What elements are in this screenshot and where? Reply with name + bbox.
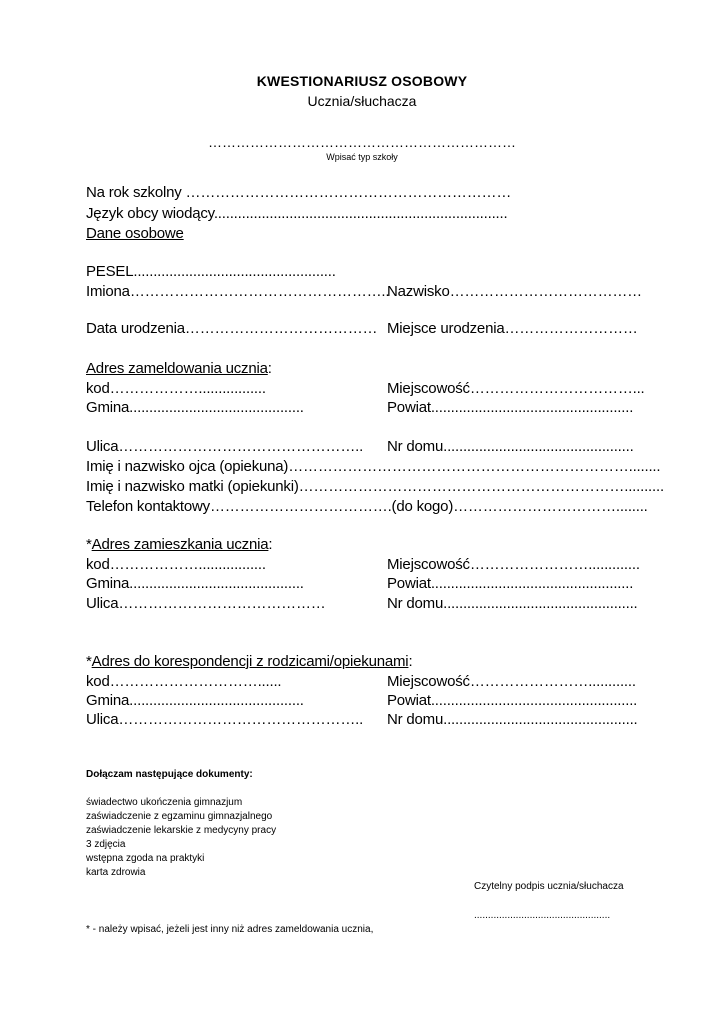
documents-heading: Dołączam następujące dokumenty: bbox=[86, 769, 253, 780]
signature-label: Czytelny podpis ucznia/słuchacza bbox=[474, 881, 624, 892]
document-item: świadectwo ukończenia gimnazjum bbox=[86, 797, 243, 808]
registered-house-no-field[interactable]: Nr domu................................................ bbox=[387, 438, 634, 455]
correspondence-address-heading-text: Adres do korespondencji z rodzicami/opiekunami bbox=[91, 653, 409, 670]
residence-municipality-field[interactable]: Gmina............................................ bbox=[86, 575, 304, 592]
residence-address-heading bbox=[86, 536, 272, 553]
correspondence-asterisk: * bbox=[86, 653, 92, 670]
registered-address-heading-colon: : bbox=[267, 360, 272, 377]
residence-street-field[interactable]: Ulica…………………………………… bbox=[86, 595, 326, 612]
personal-data-heading: Dane osobowe bbox=[86, 225, 184, 242]
father-name-field[interactable]: Imię i nazwisko ojca (opiekuna)……………………………………………………………........ bbox=[86, 458, 661, 475]
registered-postal-code-field[interactable]: kod………………................. bbox=[86, 380, 266, 397]
surname-field[interactable]: Nazwisko………………………………… bbox=[387, 283, 642, 300]
school-type-field[interactable]: ………………………………………………………… bbox=[208, 134, 516, 150]
correspondence-city-field[interactable]: Miejscowość……………………............ bbox=[387, 673, 636, 690]
signature-field[interactable]: ................................................. bbox=[474, 910, 611, 921]
registered-municipality-field[interactable]: Gmina............................................ bbox=[86, 399, 304, 416]
residence-address-heading-colon: : bbox=[268, 536, 273, 553]
footnote: * - należy wpisać, jeżeli jest inny niż adres zameldowania ucznia, bbox=[86, 924, 374, 935]
residence-postal-code-field[interactable]: kod………………................. bbox=[86, 556, 266, 573]
document-item: 3 zdjęcia bbox=[86, 839, 126, 850]
residence-address-heading-text: Adres zamieszkania ucznia bbox=[91, 536, 269, 553]
mother-name-field[interactable]: Imię i nazwisko matki (opiekunki)………………………………………………………….......... bbox=[86, 478, 664, 495]
registered-address-heading bbox=[86, 360, 272, 377]
pesel-field[interactable]: PESEL................................................... bbox=[86, 263, 336, 280]
contact-phone-field[interactable]: Telefon kontaktowy……………………………….(do kogo)……………………………........ bbox=[86, 498, 648, 515]
residence-asterisk: * bbox=[86, 536, 92, 553]
registered-county-field[interactable]: Powiat................................................... bbox=[387, 399, 634, 416]
foreign-language-field[interactable]: Język obcy wiodący.......................................................................... bbox=[86, 205, 508, 222]
first-names-field[interactable]: Imiona…………………………………………….. bbox=[86, 283, 390, 300]
document-item: zaświadczenie lekarskie z medycyny pracy bbox=[86, 825, 277, 836]
registered-street-field[interactable]: Ulica………………………………………….. bbox=[86, 438, 364, 455]
residence-house-no-field[interactable]: Nr domu................................................. bbox=[387, 595, 638, 612]
form-title: KWESTIONARIUSZ OSOBOWY bbox=[256, 73, 468, 89]
document-item: zaświadczenie z egzaminu gimnazjalnego bbox=[86, 811, 273, 822]
correspondence-postal-code-field[interactable]: kod…………………………...... bbox=[86, 673, 282, 690]
registered-city-field[interactable]: Miejscowość……………………………... bbox=[387, 380, 645, 397]
correspondence-street-field[interactable]: Ulica………………………………………….. bbox=[86, 711, 364, 728]
birth-date-field[interactable]: Data urodzenia………………………………… bbox=[86, 320, 378, 337]
school-year-field[interactable]: Na rok szkolny ………………………………………………………… bbox=[86, 184, 512, 201]
residence-county-field[interactable]: Powiat................................................... bbox=[387, 575, 634, 592]
school-type-hint: Wpisać typ szkoły bbox=[326, 152, 398, 162]
form-subtitle: Ucznia/słuchacza bbox=[307, 93, 417, 109]
correspondence-municipality-field[interactable]: Gmina............................................ bbox=[86, 692, 304, 709]
document-item: karta zdrowia bbox=[86, 867, 146, 878]
correspondence-address-heading-colon: : bbox=[408, 653, 413, 670]
correspondence-house-no-field[interactable]: Nr domu................................................. bbox=[387, 711, 638, 728]
document-item: wstępna zgoda na praktyki bbox=[86, 853, 205, 864]
correspondence-county-field[interactable]: Powiat.................................................... bbox=[387, 692, 638, 709]
registered-address-heading-text: Adres zameldowania ucznia bbox=[86, 360, 268, 377]
birth-place-field[interactable]: Miejsce urodzenia……………………… bbox=[387, 320, 638, 337]
residence-city-field[interactable]: Miejscowość……………………............. bbox=[387, 556, 640, 573]
correspondence-address-heading bbox=[86, 653, 412, 670]
